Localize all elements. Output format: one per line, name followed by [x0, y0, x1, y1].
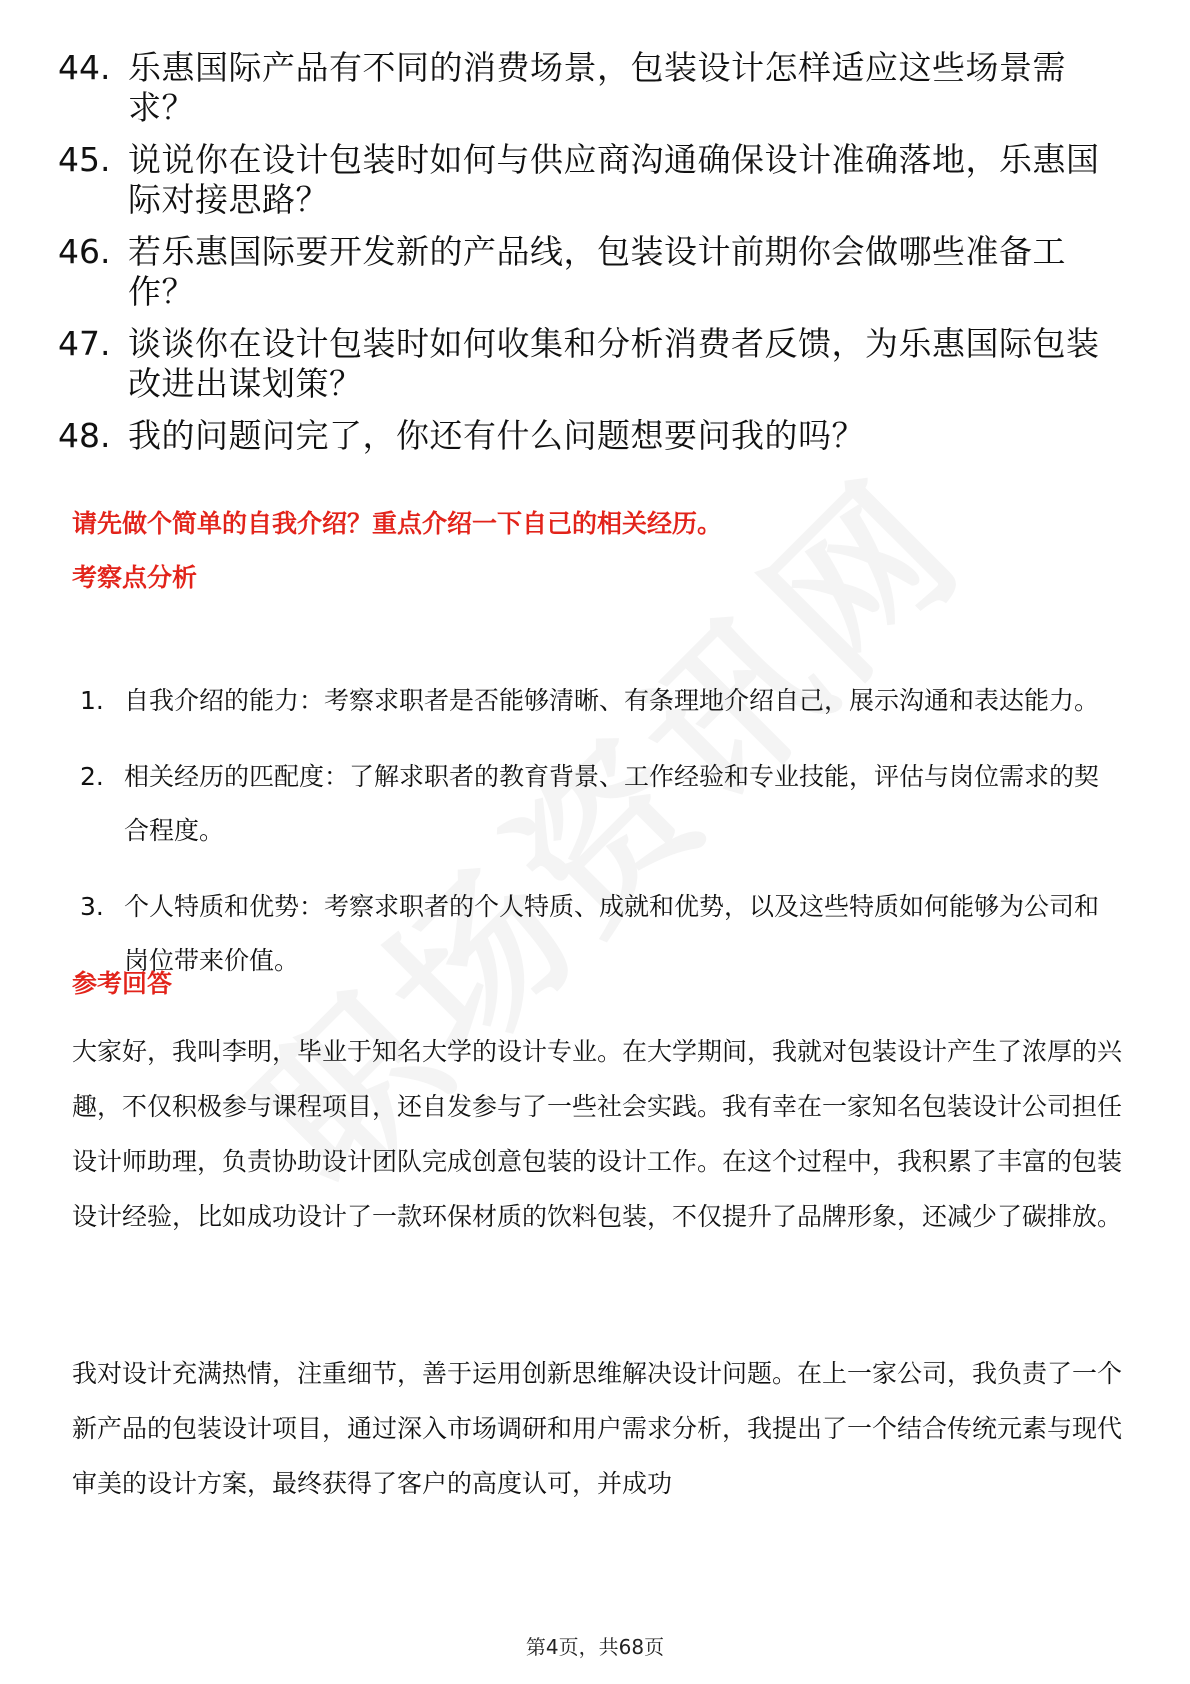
question-item — [58, 232, 1128, 312]
section-question-heading: 请先做个简单的自我介绍？重点介绍一下自己的相关经历。 — [72, 509, 723, 538]
question-item — [58, 416, 1128, 456]
question-list — [58, 48, 1128, 468]
analysis-list — [80, 674, 1120, 1010]
question-item — [58, 140, 1128, 220]
question-text: 若乐惠国际要开发新的产品线，包装设计前期你会做哪些准备工作？ — [128, 232, 1066, 311]
analysis-text: 相关经历的匹配度：了解求职者的教育背景、工作经验和专业技能，评估与岗位需求的契合程度。 — [124, 762, 1100, 845]
question-number: 45. — [58, 140, 111, 179]
analysis-item — [80, 674, 1120, 728]
question-number: 44. — [58, 48, 111, 87]
answer-paragraph: 我对设计充满热情，注重细节，善于运用创新思维解决设计问题。在上一家公司，我负责了一个新产品的包装设计项目，通过深入市场调研和用户需求分析，我提出了一个结合传统元素与现代审美的设计方案，最终获得了客户的高度认可，并成功 — [72, 1359, 1123, 1498]
question-text: 谈谈你在设计包装时如何收集和分析消费者反馈，为乐惠国际包装改进出谋划策？ — [128, 324, 1100, 403]
analysis-item — [80, 880, 1120, 988]
question-number: 48. — [58, 416, 111, 455]
analysis-text: 个人特质和优势：考察求职者的个人特质、成就和优势，以及这些特质如何能够为公司和岗位带来价值。 — [124, 892, 1100, 975]
analysis-number: 2. — [80, 762, 104, 791]
answer-heading: 参考回答 — [72, 969, 173, 998]
analysis-item — [80, 750, 1120, 858]
analysis-text: 自我介绍的能力：考察求职者是否能够清晰、有条理地介绍自己，展示沟通和表达能力。 — [124, 686, 1100, 715]
question-number: 47. — [58, 324, 111, 363]
analysis-number: 1. — [80, 686, 104, 715]
page-number-footer: 第4页，共68页 — [525, 1635, 665, 1659]
question-text: 乐惠国际产品有不同的消费场景，包装设计怎样适应这些场景需求？ — [128, 48, 1066, 127]
analysis-heading: 考察点分析 — [72, 563, 198, 592]
analysis-number: 3. — [80, 892, 104, 921]
question-item — [58, 48, 1128, 128]
question-text: 说说你在设计包装时如何与供应商沟通确保设计准确落地，乐惠国际对接思路？ — [128, 140, 1100, 219]
question-text: 我的问题问完了，你还有什么问题想要问我的吗？ — [128, 416, 865, 455]
question-item — [58, 324, 1128, 404]
question-number: 46. — [58, 232, 111, 271]
answer-paragraph: 大家好，我叫李明，毕业于知名大学的设计专业。在大学期间，我就对包装设计产生了浓厚的兴趣，不仅积极参与课程项目，还自发参与了一些社会实践。我有幸在一家知名包装设计公司担任设计师助理，负责协助设计团队完成创意包装的设计工作。在这个过程中，我积累了丰富的包装设计经验，比如成功设计了一款环保材质的饮料包装，不仅提升了品牌形象，还减少了碳排放。 — [72, 1037, 1123, 1231]
